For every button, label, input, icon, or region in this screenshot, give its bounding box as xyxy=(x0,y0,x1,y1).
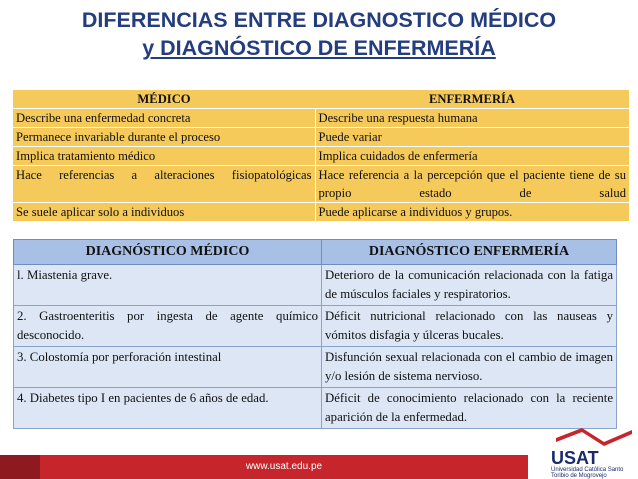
table-row xyxy=(13,147,629,166)
cell: Deterioro de la comunicación relacionada con la fatiga de músculos faciales y respiratorios. xyxy=(322,265,617,306)
cell: 3. Colostomía por perforación intestinal xyxy=(14,347,322,388)
diagnosis-examples-table xyxy=(13,239,617,429)
header-enfermeria: ENFERMERÍA xyxy=(315,90,629,109)
footer-url-link[interactable]: www.usat.edu.pe xyxy=(245,461,323,472)
cell: Déficit nutricional relacionado con las nauseas y vómitos disfagia y úlceras bucales. xyxy=(322,306,617,347)
table-row xyxy=(14,306,617,347)
cell: Déficit de conocimiento relacionado con la reciente aparición de la enfermedad. xyxy=(322,388,617,429)
cell: 4. Diabetes tipo I en pacientes de 6 años de edad. xyxy=(14,388,322,429)
usat-logo-subtext: Universidad Católica Santo Toribio de Mogrovejo xyxy=(551,467,624,479)
header-medico: MÉDICO xyxy=(13,90,315,109)
cell: Describe una respuesta humana xyxy=(315,109,629,128)
examples-header-row xyxy=(14,240,617,265)
table-row xyxy=(14,388,617,429)
cell: Disfunción sexual relacionada con el cambio de imagen y/o lesión de sistema nervioso. xyxy=(322,347,617,388)
cell: Se suele aplicar solo a individuos xyxy=(13,203,315,222)
footer-accent xyxy=(0,455,40,479)
page-subtitle xyxy=(0,36,638,60)
cell: 2. Gastroenteritis por ingesta de agente químico desconocido. xyxy=(14,306,322,347)
header-diagnostico-enfermeria: DIAGNÓSTICO ENFERMERÍA xyxy=(322,240,617,265)
cell: Hace referencia a la percepción que el paciente tiene de su propio estado de salud xyxy=(315,166,629,203)
table-row xyxy=(13,203,629,222)
page-title: DIFERENCIAS ENTRE DIAGNOSTICO MÉDICO xyxy=(81,8,557,32)
cell: l. Miastenia grave. xyxy=(14,265,322,306)
table-row xyxy=(13,166,629,203)
cell: Describe una enfermedad concreta xyxy=(13,109,315,128)
table-row xyxy=(13,109,629,128)
cell: Implica tratamiento médico xyxy=(13,147,315,166)
page-subtitle-text: y DIAGNÓSTICO DE ENFERMERÍA xyxy=(142,36,496,60)
table-row xyxy=(14,347,617,388)
cell: Implica cuidados de enfermería xyxy=(315,147,629,166)
usat-logo-text: USAT xyxy=(551,448,599,468)
cell: Puede variar xyxy=(315,128,629,147)
cell: Permanece invariable durante el proceso xyxy=(13,128,315,147)
cell: Puede aplicarse a individuos y grupos. xyxy=(315,203,629,222)
cell: Hace referencias a alteraciones fisiopatológicas xyxy=(13,166,315,203)
table-row xyxy=(14,265,617,306)
header-diagnostico-medico: DIAGNÓSTICO MÉDICO xyxy=(14,240,322,265)
comparison-header-row xyxy=(13,90,629,109)
comparison-table xyxy=(13,90,629,222)
table-row xyxy=(13,128,629,147)
